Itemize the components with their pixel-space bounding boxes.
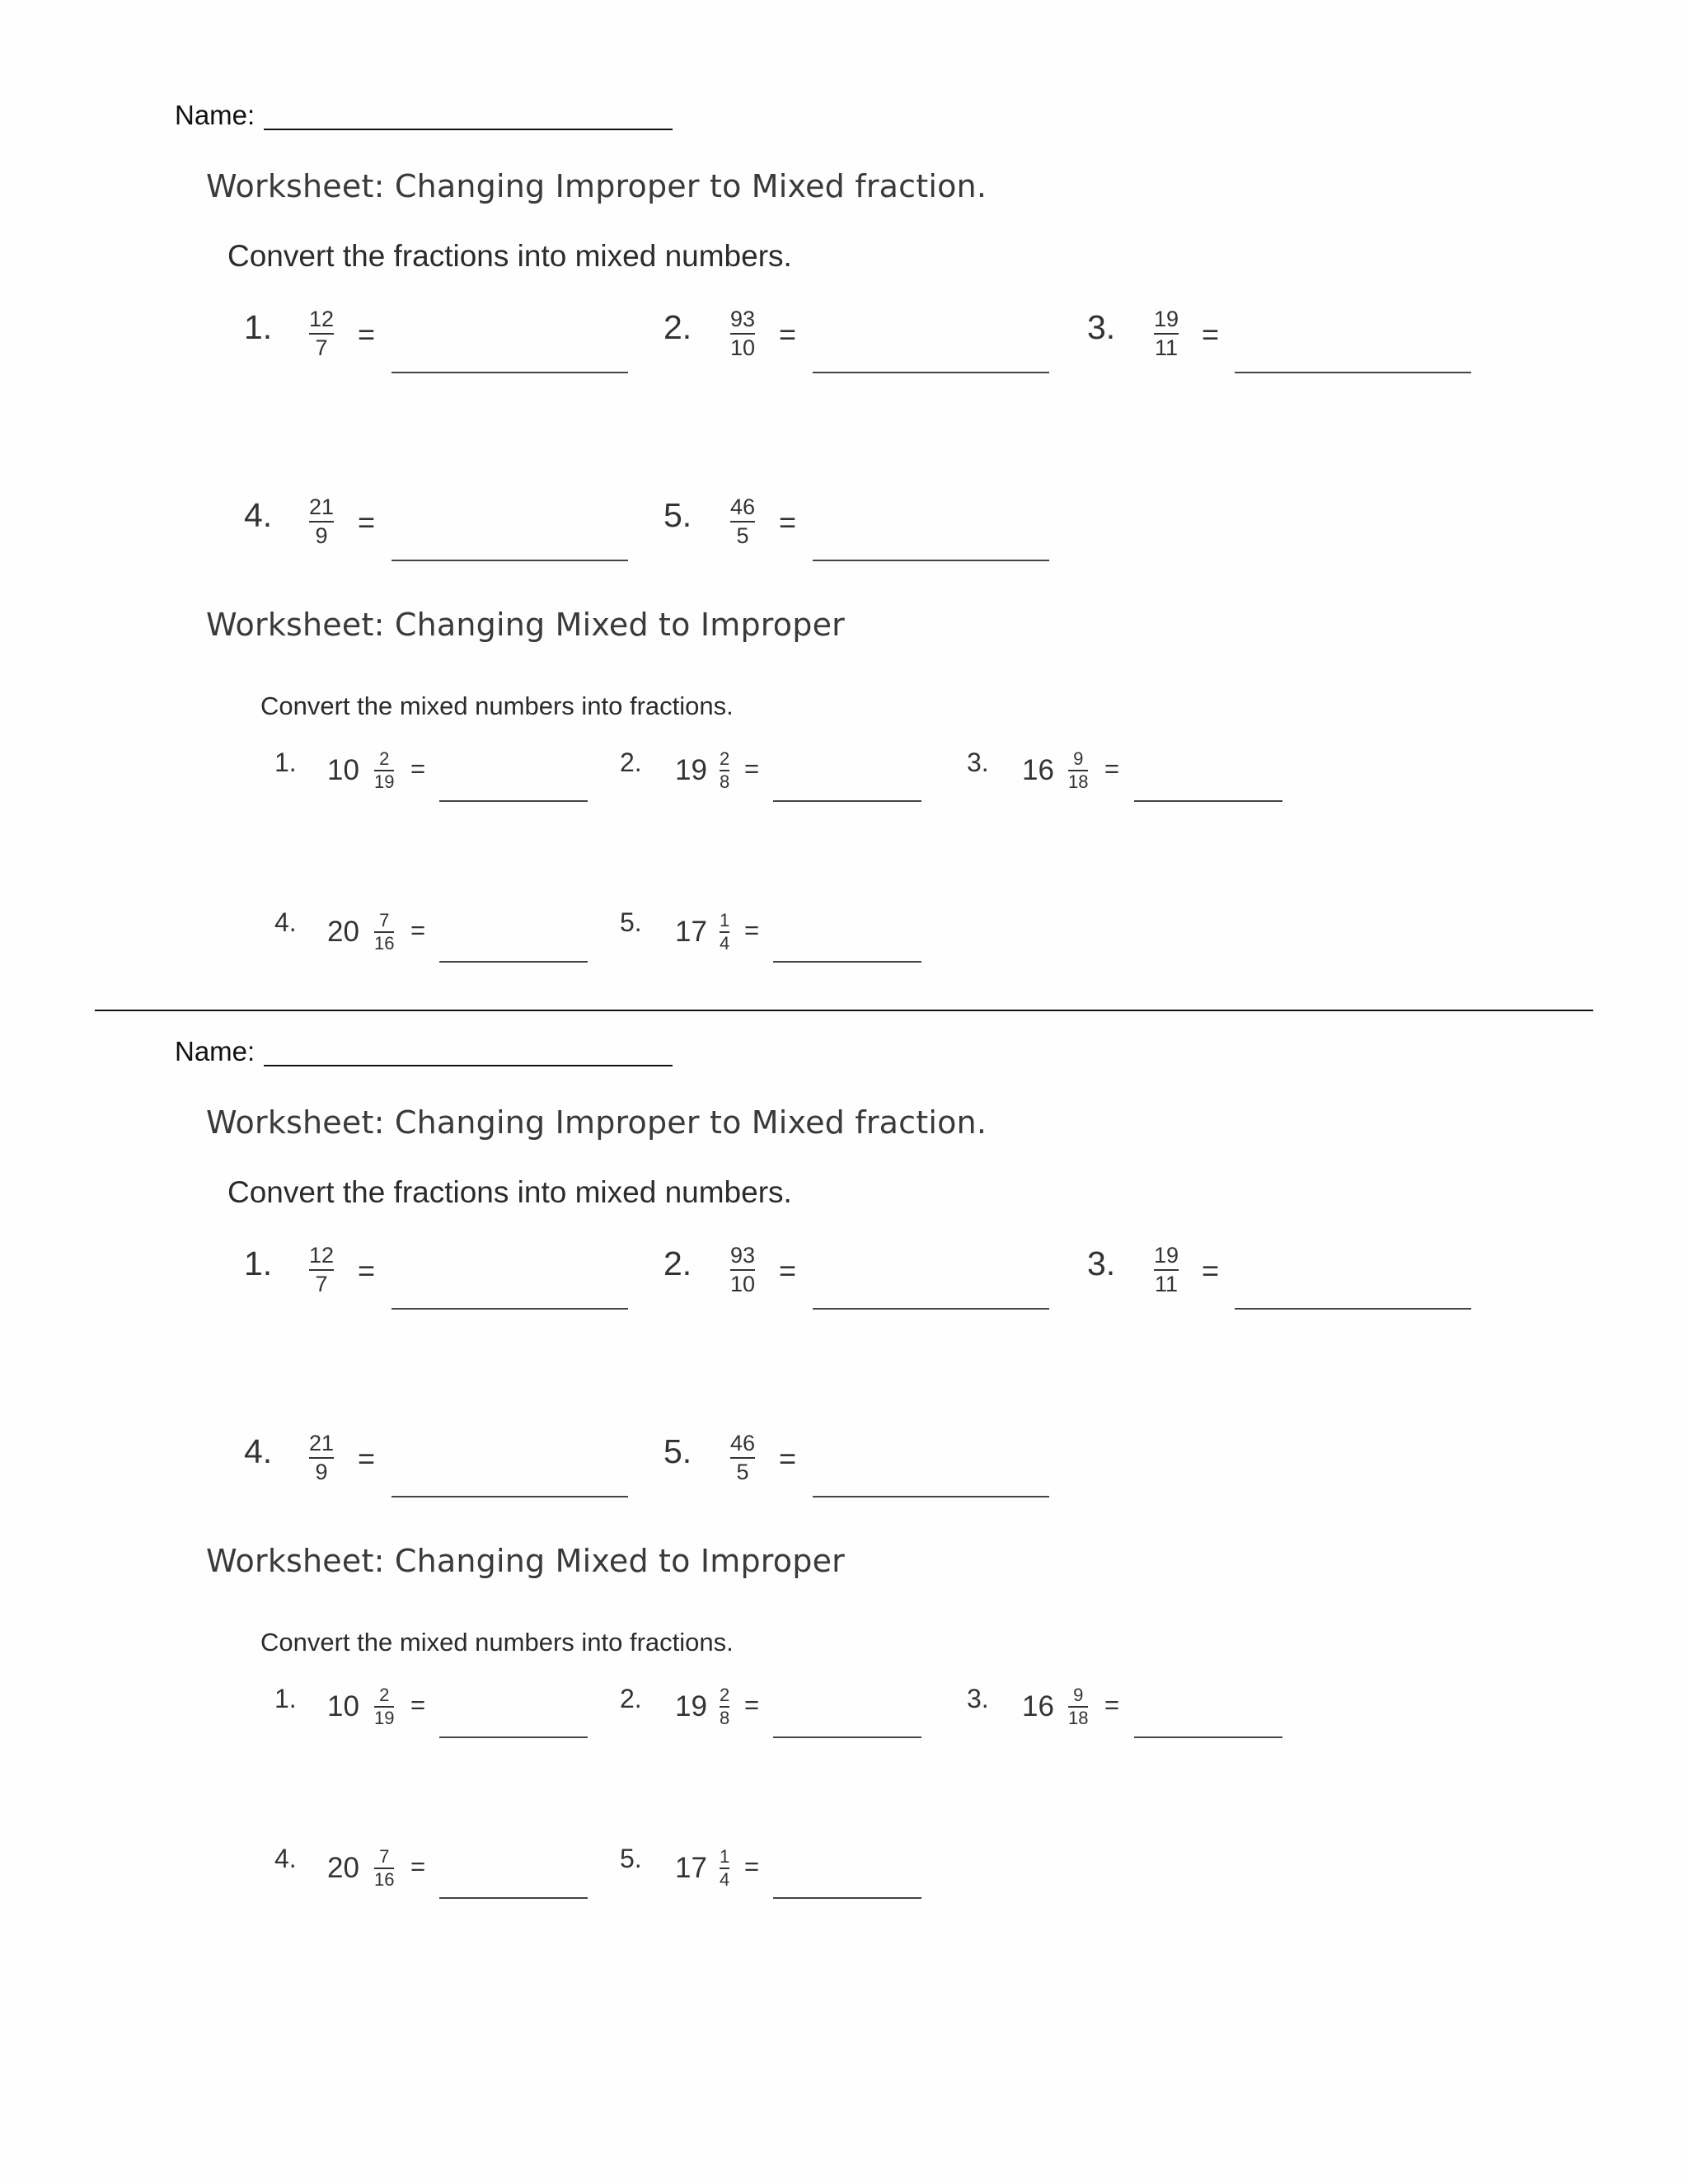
answer-line[interactable]	[813, 1308, 1049, 1310]
problem-number: 5.	[620, 1844, 642, 1873]
improper-fraction	[309, 1244, 334, 1296]
proper-fraction	[720, 1848, 729, 1889]
problem-number: 1.	[274, 748, 297, 777]
denominator: 19	[374, 771, 395, 792]
problem-number: 4.	[274, 1844, 297, 1873]
denominator: 9	[315, 523, 328, 548]
numerator: 21	[309, 1431, 335, 1455]
problem-number: 5.	[663, 1432, 692, 1470]
equals-sign: =	[358, 1441, 376, 1475]
proper-fraction	[1068, 750, 1088, 791]
section2-instruction: Convert the mixed numbers into fractions.	[260, 691, 734, 720]
answer-line[interactable]	[392, 1496, 628, 1497]
answer-line[interactable]	[773, 1897, 921, 1899]
answer-line[interactable]	[1235, 1308, 1471, 1310]
equals-sign: =	[410, 1690, 426, 1719]
numerator: 93	[730, 1243, 756, 1268]
equals-sign: =	[358, 505, 376, 539]
section1-title: Worksheet: Changing Improper to Mixed fraction.	[206, 168, 987, 204]
equals-sign: =	[744, 1852, 760, 1881]
denominator: 16	[374, 1869, 395, 1890]
name-label: Name:	[175, 100, 256, 130]
problem-number: 2.	[663, 1244, 692, 1282]
equals-sign: =	[744, 916, 760, 944]
equals-sign: =	[410, 1852, 426, 1881]
proper-fraction	[374, 1848, 394, 1889]
whole-number: 16	[1022, 1690, 1054, 1722]
name-label: Name:	[175, 1036, 256, 1066]
problem-number: 5.	[663, 496, 692, 534]
answer-line[interactable]	[1134, 800, 1282, 802]
improper-fraction	[309, 1432, 334, 1483]
equals-sign: =	[779, 505, 797, 539]
numerator: 21	[309, 494, 335, 519]
whole-number: 16	[1022, 754, 1054, 786]
equals-sign: =	[779, 1254, 797, 1287]
answer-line[interactable]	[813, 1496, 1049, 1497]
problem-number: 3.	[967, 748, 989, 777]
equals-sign: =	[1104, 754, 1120, 783]
worksheet-copy-top	[0, 0, 1688, 954]
numerator: 9	[1073, 748, 1084, 769]
denominator: 10	[730, 1272, 756, 1296]
problem-number: 2.	[620, 748, 642, 777]
denominator: 5	[736, 1460, 749, 1484]
equals-sign: =	[1202, 317, 1220, 351]
improper-fraction	[730, 1432, 755, 1483]
answer-line[interactable]	[392, 372, 628, 373]
denominator: 19	[374, 1708, 395, 1728]
denominator: 4	[720, 1869, 730, 1890]
numerator: 1	[720, 1846, 730, 1867]
problem-number: 3.	[1087, 308, 1116, 346]
denominator: 18	[1068, 1708, 1089, 1728]
improper-fraction	[730, 1244, 755, 1296]
section1-instruction: Convert the fractions into mixed numbers.	[227, 1175, 792, 1209]
equals-sign: =	[358, 317, 376, 351]
denominator: 11	[1155, 335, 1179, 360]
numerator: 7	[379, 910, 390, 930]
problem-number: 2.	[663, 308, 692, 346]
equals-sign: =	[1104, 1690, 1120, 1719]
answer-line[interactable]	[439, 1736, 588, 1738]
answer-line[interactable]	[392, 560, 628, 561]
denominator: 10	[730, 335, 756, 360]
problem-number: 4.	[244, 1432, 273, 1470]
equals-sign: =	[410, 754, 426, 783]
whole-number: 17	[675, 1852, 707, 1884]
improper-fraction	[1154, 308, 1179, 359]
whole-number: 19	[675, 754, 707, 786]
improper-fraction	[730, 496, 755, 547]
section2-instruction: Convert the mixed numbers into fractions.	[260, 1628, 734, 1657]
equals-sign: =	[779, 1441, 797, 1475]
problem-number: 5.	[620, 907, 642, 937]
numerator: 2	[720, 1685, 730, 1705]
numerator: 7	[379, 1846, 390, 1867]
numerator: 9	[1073, 1685, 1084, 1705]
section2-title: Worksheet: Changing Mixed to Improper	[206, 1543, 845, 1579]
worksheet-copy-bottom	[0, 936, 1688, 1890]
denominator: 5	[736, 523, 749, 548]
numerator: 12	[309, 1243, 335, 1268]
problem-number: 3.	[1087, 1244, 1116, 1282]
name-field-line[interactable]	[264, 1065, 673, 1066]
answer-line[interactable]	[1235, 372, 1471, 373]
denominator: 7	[315, 1272, 328, 1296]
section1-instruction: Convert the fractions into mixed numbers.	[227, 239, 792, 273]
equals-sign: =	[358, 1254, 376, 1287]
numerator: 2	[720, 748, 730, 769]
section1-title: Worksheet: Changing Improper to Mixed fraction.	[206, 1104, 987, 1141]
whole-number: 20	[327, 1852, 359, 1884]
answer-line[interactable]	[773, 800, 921, 802]
answer-line[interactable]	[773, 1736, 921, 1738]
improper-fraction	[309, 496, 334, 547]
whole-number: 10	[327, 754, 359, 786]
whole-number: 17	[675, 916, 707, 948]
denominator: 7	[315, 335, 328, 360]
equals-sign: =	[744, 754, 760, 783]
proper-fraction	[720, 750, 729, 791]
numerator: 93	[730, 307, 756, 331]
answer-line[interactable]	[392, 1308, 628, 1310]
whole-number: 20	[327, 916, 359, 948]
improper-fraction	[1154, 1244, 1179, 1296]
problem-number: 4.	[244, 496, 273, 534]
section2-title: Worksheet: Changing Mixed to Improper	[206, 607, 845, 643]
whole-number: 10	[327, 1690, 359, 1722]
numerator: 46	[730, 1431, 756, 1455]
numerator: 19	[1154, 1243, 1179, 1268]
equals-sign: =	[779, 317, 797, 351]
equals-sign: =	[410, 916, 426, 944]
problem-number: 1.	[244, 308, 273, 346]
numerator: 12	[309, 307, 335, 331]
denominator: 18	[1068, 771, 1089, 792]
denominator: 11	[1155, 1272, 1179, 1296]
answer-line[interactable]	[813, 372, 1049, 373]
problem-number: 4.	[274, 907, 297, 937]
numerator: 2	[379, 1685, 390, 1705]
problem-number: 1.	[274, 1684, 297, 1713]
whole-number: 19	[675, 1690, 707, 1722]
proper-fraction	[720, 1686, 729, 1727]
denominator: 4	[720, 933, 730, 954]
denominator: 8	[720, 1708, 730, 1728]
denominator: 8	[720, 771, 730, 792]
numerator: 19	[1154, 307, 1179, 331]
problem-number: 2.	[620, 1684, 642, 1713]
problem-number: 1.	[244, 1244, 273, 1282]
name-field-line[interactable]	[264, 129, 673, 130]
denominator: 9	[315, 1460, 328, 1484]
answer-line[interactable]	[1134, 1736, 1282, 1738]
improper-fraction	[730, 308, 755, 359]
answer-line[interactable]	[813, 560, 1049, 561]
answer-line[interactable]	[439, 1897, 588, 1899]
problem-number: 3.	[967, 1684, 989, 1713]
equals-sign: =	[1202, 1254, 1220, 1287]
proper-fraction	[374, 750, 394, 791]
proper-fraction	[1068, 1686, 1088, 1727]
proper-fraction	[374, 1686, 394, 1727]
answer-line[interactable]	[439, 800, 588, 802]
numerator: 1	[720, 910, 730, 930]
denominator: 16	[374, 933, 395, 954]
numerator: 46	[730, 494, 756, 519]
improper-fraction	[309, 308, 334, 359]
equals-sign: =	[744, 1690, 760, 1719]
numerator: 2	[379, 748, 390, 769]
